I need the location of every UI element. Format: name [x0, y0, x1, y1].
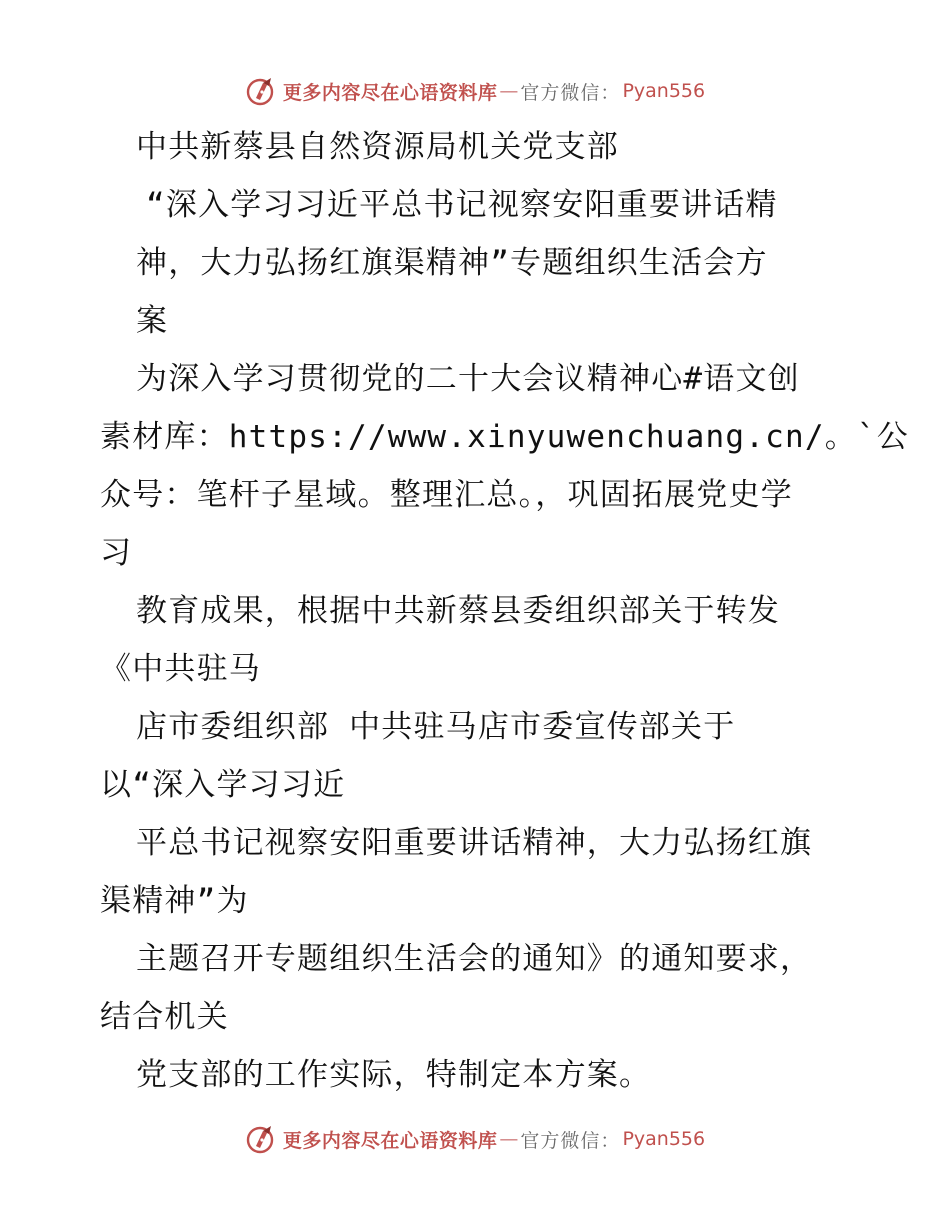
- header-watermark-banner: [0, 71, 950, 111]
- banner-separator: —: [499, 80, 519, 102]
- doc-paragraph-line: 习: [100, 535, 133, 571]
- doc-title-line: 中共新蔡县自然资源局机关党支部: [136, 129, 619, 165]
- doc-title-line: “深入学习习近平总书记视察安阳重要讲话精: [146, 187, 778, 223]
- doc-paragraph-line: 以“深入学习习近: [100, 767, 346, 803]
- doc-paragraph-line: 主题召开专题组织生活会的通知》的通知要求，: [136, 941, 813, 977]
- banner-wechat-label: 官方微信：: [520, 81, 621, 104]
- doc-title-line: 神，大力弘扬红旗渠精神”专题组织生活会方: [136, 245, 768, 281]
- doc-paragraph-line: 教育成果，根据中共新蔡县委组织部关于转发: [136, 593, 780, 629]
- pen-nib-circle-logo-icon: [245, 74, 279, 108]
- doc-paragraph-line: 《中共驻马: [100, 651, 261, 687]
- footer-watermark-banner: [0, 1119, 950, 1159]
- pen-nib-circle-logo-icon: [245, 1122, 279, 1156]
- banner-separator: —: [499, 1128, 519, 1150]
- banner-wechat-account: Pyan556: [622, 80, 706, 102]
- doc-paragraph-line: 平总书记视察安阳重要讲话精神，大力弘扬红旗: [136, 825, 813, 861]
- doc-paragraph-line: 众号：笔杆子星域。整理汇总。，巩固拓展党史学: [100, 477, 793, 513]
- doc-paragraph-line: 结合机关: [100, 999, 229, 1035]
- doc-paragraph-line: 店市委组织部 中共驻马店市委宣传部关于: [136, 709, 736, 745]
- doc-paragraph-line: 渠精神”为: [100, 883, 249, 919]
- banner-wechat-account: Pyan556: [622, 1128, 706, 1150]
- banner-brand-text: 更多内容尽在心语资料库: [282, 81, 498, 104]
- doc-paragraph-line: 党支部的工作实际，特制定本方案。: [136, 1057, 652, 1093]
- doc-paragraph-line: 为深入学习贯彻党的二十大会议精神心#语文创: [136, 361, 800, 397]
- doc-paragraph-line: 素材库：https://www.xinyuwenchuang.cn/。`公: [100, 419, 909, 455]
- banner-brand-text: 更多内容尽在心语资料库: [282, 1129, 498, 1152]
- doc-title-line: 案: [136, 303, 169, 339]
- banner-wechat-label: 官方微信：: [520, 1129, 621, 1152]
